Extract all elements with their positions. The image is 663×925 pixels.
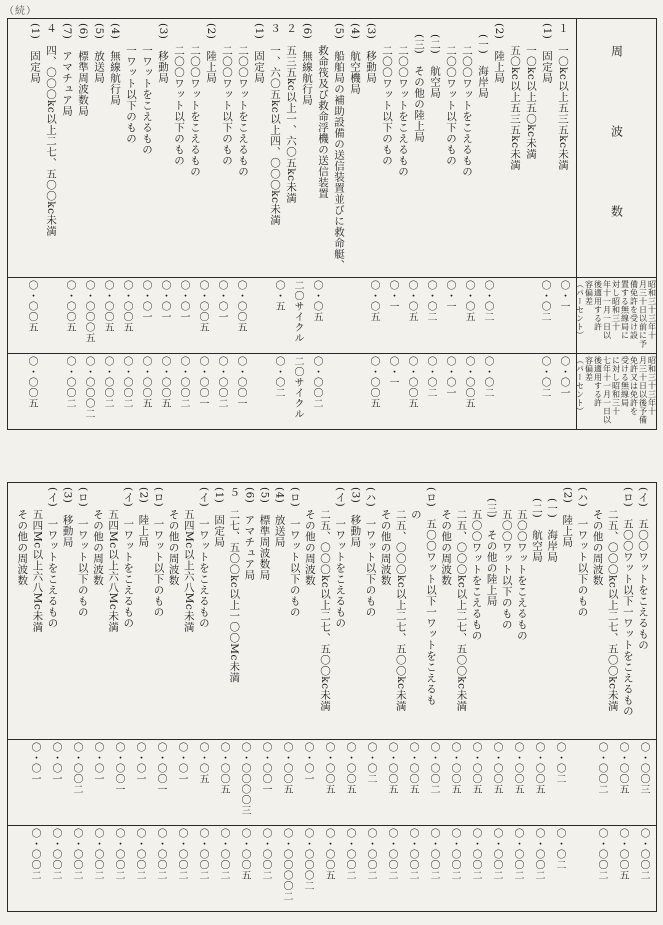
row-description: (二) 航空局	[429, 23, 441, 99]
deviation-value: 〇・〇一	[159, 280, 170, 322]
row-description: (ロ) 五〇〇ワット以下一ワットをこえるもの	[621, 487, 634, 717]
header-note-unit: （パーセント）	[575, 280, 585, 340]
row-description: (5) 標準周波数局	[258, 487, 271, 581]
row-description: (ロ) 一ワット以下のもの	[288, 487, 301, 618]
deviation-value: 〇・〇〇五	[533, 742, 544, 795]
row-description: その他の周波数	[379, 487, 392, 586]
deviation-value: 〇・〇〇五	[159, 356, 170, 409]
deviation-value: 〇・〇一	[134, 742, 145, 784]
row-description: 五〇kc以上五三五kc未満	[509, 23, 521, 171]
row-description: (ロ) 一ワット以下のもの	[152, 487, 165, 618]
deviation-value: 〇・一	[387, 280, 398, 312]
row-description: 二〇〇ワット以下のもの	[173, 23, 185, 166]
deviation-value: 〇・〇二	[554, 828, 565, 870]
row-description: 五〇〇ワット以下のもの	[500, 487, 513, 630]
deviation-value: 〇・〇一	[176, 742, 187, 784]
deviation-value: 〇・〇〇五	[463, 356, 474, 409]
row-description: 五四Mc以上六八Mc未満	[31, 487, 44, 633]
row-description: その他の周波数	[440, 487, 453, 586]
deviation-value: 〇・〇〇五	[323, 742, 334, 795]
row-description: ３ 一、六〇五kc以上四、〇〇〇kc未満	[269, 23, 281, 226]
row-description: (2) 陸上局	[493, 23, 505, 84]
deviation-value: 〇・〇〇五	[235, 280, 246, 333]
header-col1-note	[576, 277, 656, 353]
deviation-value: 〇・〇二	[425, 280, 436, 322]
row-description: その他の周波数	[167, 487, 180, 586]
deviation-value: 〇・一	[558, 280, 569, 312]
deviation-value: 〇・〇〇二	[512, 828, 523, 881]
row-description: (1) 固定局	[29, 23, 41, 84]
deviation-value: 〇・〇〇二	[92, 828, 103, 881]
header-note-line: 月三十日以前に予	[638, 280, 648, 348]
row-description: (一) 海岸局	[546, 487, 559, 563]
row-description: (2) 陸上局	[205, 23, 217, 84]
row-description: (ロ) 一ワット以下のもの	[76, 487, 89, 618]
row-description: (1) 固定局	[253, 23, 265, 84]
deviation-value	[513, 356, 532, 427]
row-description: その他の周波数	[91, 487, 104, 586]
deviation-value: 〇・〇五	[463, 280, 474, 322]
deviation-value: 〇・〇〇五	[26, 356, 37, 409]
row-description: (ロ) 五〇〇ワット以下一ワットをこえるも	[425, 487, 438, 706]
deviation-value	[494, 356, 513, 427]
deviation-value: 〇・〇〇〇〇二	[281, 828, 292, 902]
row-description: (イ) 一ワットをこえるもの	[197, 487, 210, 629]
frequency-table-upper	[7, 18, 657, 430]
row-description: その他の周波数	[591, 487, 604, 586]
deviation-value: 〇・〇〇五	[449, 742, 460, 795]
row-description: 五四Mc以上六八Mc未満	[182, 487, 195, 633]
header-note-line: 受ける無線局	[620, 356, 630, 407]
row-description: その他の周波数	[303, 487, 316, 586]
values-after-1962	[8, 825, 656, 911]
scan-mark: （続）	[4, 6, 37, 17]
row-description: 一〇kc以上五〇kc未満	[525, 23, 537, 160]
row-description: 二五、〇〇〇kc以上二七、五〇〇kc未満	[606, 487, 619, 712]
row-description: (4) 放送局	[273, 487, 286, 548]
row-description: (5) 船舶局の補助設備の送信装置並びに救命艇、	[333, 23, 345, 271]
row-description: (3) 移動局	[61, 487, 74, 548]
deviation-value: 〇・〇〇五	[239, 828, 250, 881]
deviation-value: 〇・〇五	[197, 742, 208, 784]
deviation-value	[247, 280, 266, 351]
row-description: (二) 航空局	[531, 487, 544, 563]
deviation-value: 〇・〇〇二	[178, 356, 189, 409]
deviation-value: 〇・〇〇五	[406, 356, 417, 409]
deviation-value: 〇・〇〇二	[113, 828, 124, 881]
deviation-value: 〇・〇〇二	[311, 356, 322, 409]
description-section	[8, 483, 656, 739]
deviation-value: 〇・〇〇五	[140, 356, 151, 409]
deviation-value: 〇・〇〇二	[102, 356, 113, 409]
row-description: の	[409, 487, 422, 520]
row-description: (3) 移動局	[349, 487, 362, 548]
deviation-value: 〇・〇〇二	[29, 828, 40, 881]
deviation-value: 〇・〇一	[558, 356, 569, 398]
deviation-value: 〇・〇五	[311, 280, 322, 322]
row-description: (6) アマチュア局	[243, 487, 256, 581]
deviation-value	[323, 356, 342, 427]
deviation-value: 〇・〇〇五	[281, 742, 292, 795]
deviation-value	[247, 356, 266, 427]
deviation-value: 〇・〇〇二	[121, 356, 132, 409]
deviation-value: 〇・〇一	[302, 742, 313, 784]
row-description: (イ) 一ワットをこえるもの	[122, 487, 135, 629]
row-description: 二五、〇〇〇kc以上二七、五〇〇kc未満	[319, 487, 332, 712]
deviation-value: 〇・〇〇二	[638, 828, 649, 881]
deviation-value: 〇・〇〇〇二	[83, 356, 94, 419]
deviation-value: 〇・〇二	[273, 356, 284, 398]
row-description: (1) 固定局	[213, 487, 226, 548]
deviation-value: 〇・〇〇五	[368, 356, 379, 409]
deviation-value: 〇・〇〇五	[512, 742, 523, 795]
deviation-value: 〇・〇〇五	[470, 742, 481, 795]
header-title: 周 波 数	[609, 45, 624, 245]
row-description: (ハ) 一ワット以下のもの	[364, 487, 377, 618]
row-description: ５ 二七、五〇〇kc以上一〇〇Mc未満	[228, 487, 241, 683]
deviation-value: 〇・〇〇五	[386, 742, 397, 795]
deviation-value: 〇・〇二	[554, 742, 565, 784]
deviation-value: 〇・〇〇五	[197, 280, 208, 333]
header-note-line: 容偏差	[584, 356, 594, 382]
deviation-value: 〇・〇〇二	[216, 356, 227, 409]
deviation-value: 〇・〇〇一	[260, 742, 271, 795]
row-description: (イ) 五〇〇ワットをこえるもの	[637, 487, 649, 651]
row-description: (一) 海岸局	[477, 23, 489, 99]
header-note-line: 備免許を受け設	[629, 280, 639, 340]
deviation-value: 〇・〇〇二	[344, 828, 355, 881]
deviation-value: 二〇サイクル	[292, 280, 303, 343]
deviation-value: 〇・〇〇二	[176, 828, 187, 881]
deviation-value: 〇・〇五	[406, 280, 417, 322]
frequency-table-lower	[7, 482, 657, 912]
deviation-value: 〇・〇二	[539, 280, 550, 322]
deviation-value	[342, 280, 361, 351]
deviation-value: 〇・〇〇二	[491, 828, 502, 881]
deviation-value: 〇・〇〇二	[365, 828, 376, 881]
row-description: 二〇〇ワット以下のもの	[221, 23, 233, 166]
deviation-value: 〇・〇〇二	[71, 828, 82, 881]
deviation-value: 〇・〇〇二	[218, 828, 229, 881]
row-description: 二〇〇ワット以下のもの	[381, 23, 393, 166]
deviation-value: 〇・〇一	[29, 742, 40, 784]
deviation-value: 〇・〇〇一	[155, 742, 166, 795]
row-description: 二五、〇〇〇kc以上二七、五〇〇kc未満	[394, 487, 407, 712]
values-after-1962	[8, 353, 576, 429]
header-note-line: 年十一月一日以	[602, 280, 612, 340]
deviation-value	[513, 280, 532, 351]
deviation-value: 〇・〇〇二	[428, 742, 439, 795]
row-description: 一ワット以下のもの	[125, 23, 137, 144]
deviation-value: 〇・〇〇二	[71, 742, 82, 795]
deviation-value: 〇・〇〇五	[64, 280, 75, 333]
row-description: (2) 陸上局	[561, 487, 574, 548]
deviation-value: 〇・〇〇二	[50, 828, 61, 881]
deviation-value: 〇・〇〇五	[617, 828, 628, 881]
deviation-value: 〇・五	[273, 280, 284, 312]
header-note-line: 後適用する許	[593, 280, 603, 331]
values-before-1962	[8, 277, 576, 353]
deviation-value: 〇・〇〇一	[235, 356, 246, 409]
deviation-value: 〇・〇〇二	[470, 828, 481, 881]
deviation-value	[342, 356, 361, 427]
deviation-value: 〇・一	[444, 280, 455, 312]
row-description: (2) 陸上局	[137, 487, 150, 548]
row-description: (イ) 一ワットをこえるもの	[46, 487, 59, 629]
deviation-value	[566, 742, 587, 823]
deviation-value	[38, 356, 57, 427]
header-note-line: 七年十一月一日以	[602, 356, 612, 424]
deviation-value: 〇・〇〇五	[407, 742, 418, 795]
deviation-value: 〇・〇〇二	[386, 828, 397, 881]
deviation-value: 〇・〇二	[365, 742, 376, 784]
row-description: 救命筏及び救命浮機の送信装置	[317, 23, 329, 199]
deviation-value: 〇・〇〇二	[64, 356, 75, 409]
row-description: (三) その他の陸上局	[413, 23, 425, 143]
deviation-value: 〇・〇〇一	[113, 742, 124, 795]
row-description: (1) 固定局	[541, 23, 553, 84]
deviation-value: 〇・〇二	[482, 280, 493, 322]
row-description: 二〇〇ワットをこえるもの	[189, 23, 201, 177]
deviation-value: 〇・〇一	[140, 280, 151, 322]
header-note-line: 昭和三十三年十	[647, 280, 657, 340]
deviation-value: 〇・〇一	[50, 742, 61, 784]
row-description: (3) 移動局	[157, 23, 169, 84]
row-description: (3) 移動局	[365, 23, 377, 84]
deviation-value: 〇・〇〇二	[197, 828, 208, 881]
deviation-value: 〇・〇一	[92, 742, 103, 784]
row-description: (5) 放送局	[93, 23, 105, 84]
deviation-value: 〇・〇〇二	[533, 828, 544, 881]
row-description: 五〇〇ワットをこえるもの	[470, 487, 483, 641]
deviation-value	[38, 280, 57, 351]
row-description: 二〇〇ワット以下のもの	[445, 23, 457, 166]
deviation-value: 〇・〇〇五	[344, 742, 355, 795]
header-note-line: 置する無線局に	[620, 280, 630, 340]
row-description: (6) 無線航行局	[301, 23, 313, 106]
deviation-value: 〇・〇〇五	[323, 828, 334, 881]
row-description: (ハ) 一ワット以下のもの	[576, 487, 589, 618]
header-note-line: 免許又は免許を	[629, 356, 639, 416]
deviation-value: 〇・〇一	[178, 280, 189, 322]
row-description: (4) 無線航行局	[109, 23, 121, 106]
deviation-value: 〇・〇〇三	[638, 742, 649, 795]
deviation-value: 〇・〇〇二	[428, 828, 439, 881]
description-section	[8, 19, 576, 277]
deviation-value: 〇・一	[387, 356, 398, 388]
row-description: 二五、〇〇〇kc以上二七、五〇〇kc未満	[455, 487, 468, 712]
row-description: (イ) 一ワットをこえるもの	[334, 487, 347, 629]
deviation-value: 〇・〇〇二	[596, 742, 607, 795]
row-description: 一ワットをこえるもの	[141, 23, 153, 155]
deviation-value: 〇・〇〇〇二	[302, 828, 313, 891]
deviation-value: 〇・〇一	[444, 356, 455, 398]
deviation-value: 二〇サイクル	[292, 356, 303, 419]
values-before-1962	[8, 739, 656, 825]
deviation-value: 〇・〇〇一	[197, 356, 208, 409]
row-description: ２ 五三五kc以上一、六〇五kc未満	[285, 23, 297, 204]
deviation-value: 〇・〇二	[482, 356, 493, 398]
row-description: ４ 四、〇〇〇kc以上二七、五〇〇kc未満	[45, 23, 57, 237]
deviation-value: 〇・〇〇二	[134, 828, 145, 881]
header-note-line: 容偏差	[584, 280, 594, 306]
deviation-value	[566, 828, 587, 909]
deviation-value: 〇・〇〇五	[218, 742, 229, 795]
deviation-value: 〇・〇〇五	[102, 280, 113, 333]
deviation-value: 〇・〇二	[425, 356, 436, 398]
header-note-line: に対し昭和三十	[611, 356, 621, 416]
deviation-value: 〇・〇〇〇五	[83, 280, 94, 343]
deviation-value: 〇・〇〇二	[596, 828, 607, 881]
row-description: 二〇〇ワットをこえるもの	[397, 23, 409, 177]
header-col2-note	[576, 353, 656, 429]
header-note-line: 対し昭和三十	[611, 280, 621, 331]
deviation-value: 〇・〇〇二	[260, 828, 271, 881]
deviation-value: 〇・〇〇二	[407, 828, 418, 881]
row-description: その他の周波数	[16, 487, 29, 586]
header-note-line: 後適用する許	[593, 356, 603, 407]
row-description: 五四Mc以上六八Mc未満	[107, 487, 120, 633]
row-description: 二〇〇ワットをこえるもの	[461, 23, 473, 177]
deviation-value: 〇・〇一	[216, 280, 227, 322]
header-note-line: 月三十日以後予備	[638, 356, 648, 424]
header-note-line: 昭和三十三年十	[647, 356, 657, 416]
row-description: 二〇〇ワットをこえるもの	[237, 23, 249, 177]
row-description: (4) 航空機局	[349, 23, 361, 95]
deviation-value: 〇・〇〇二	[155, 828, 166, 881]
deviation-value: 〇・〇〇五	[121, 280, 132, 333]
deviation-value: 〇・〇二	[539, 356, 550, 398]
deviation-value: 〇・〇〇〇〇三	[239, 742, 250, 816]
deviation-value	[494, 280, 513, 351]
deviation-value: 〇・〇〇五	[491, 742, 502, 795]
deviation-value: 〇・〇五	[368, 280, 379, 322]
row-description: (6) 標準周波数局	[77, 23, 89, 117]
deviation-value: 〇・〇〇二	[449, 828, 460, 881]
deviation-value: 〇・〇〇五	[617, 742, 628, 795]
row-description: １ 一〇kc以上五三五kc未満	[557, 23, 569, 171]
row-description: (三) その他の陸上局	[485, 487, 498, 607]
row-description: (7) アマチュア局	[61, 23, 73, 117]
row-description: 五〇〇ワットをこえるもの	[515, 487, 528, 641]
deviation-value: 〇・〇〇五	[26, 280, 37, 333]
header-note-unit: （パーセント）	[575, 356, 585, 416]
deviation-value	[323, 280, 342, 351]
